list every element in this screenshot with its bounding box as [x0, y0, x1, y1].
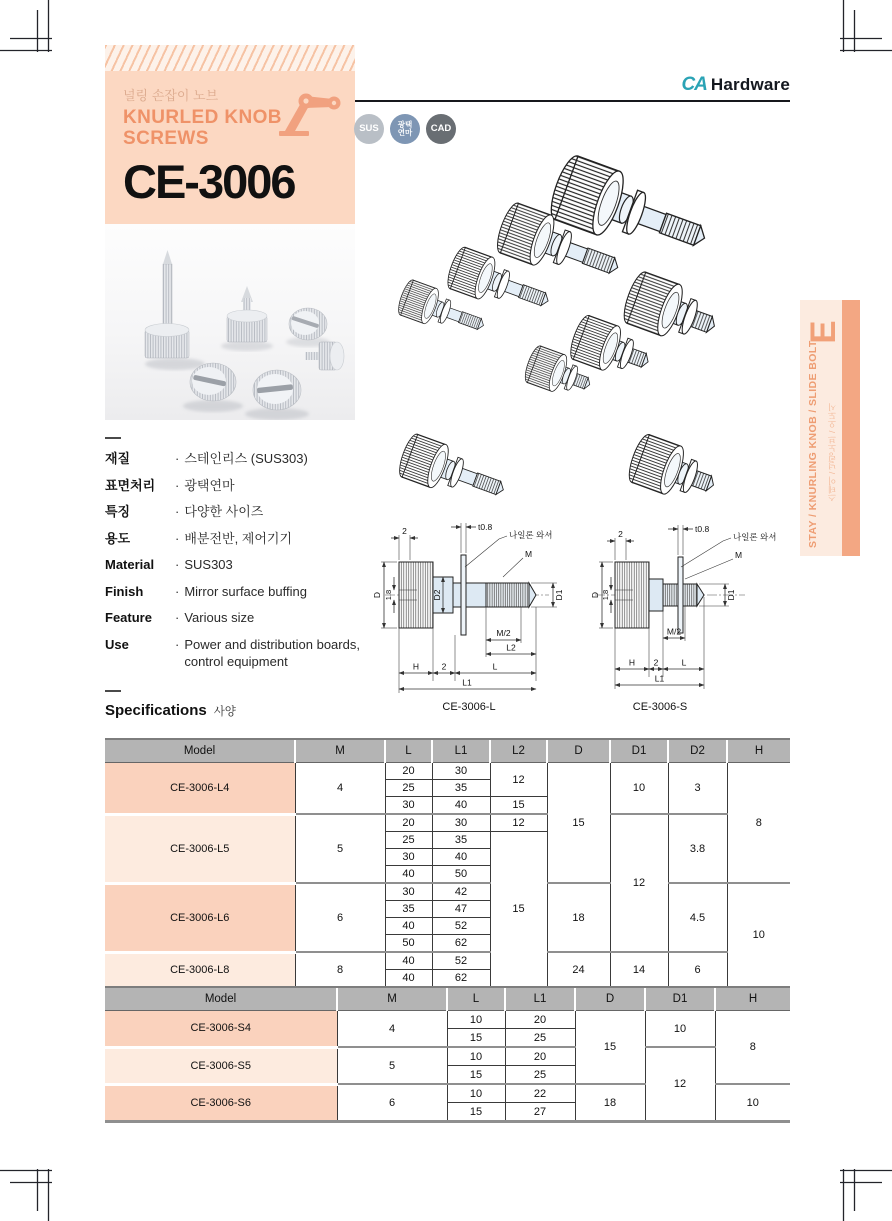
value-cell: 25 [505, 1066, 575, 1085]
value-cell: 12 [645, 1047, 715, 1122]
section-dash [105, 437, 121, 439]
value-cell: 30 [432, 814, 490, 832]
value-cell: 30 [385, 797, 432, 815]
table-row [105, 763, 790, 780]
drawing-l-render [373, 515, 590, 715]
value-cell: 50 [432, 866, 490, 884]
hatch-band [105, 45, 355, 71]
value-cell: 15 [547, 763, 610, 884]
column-header: D [575, 987, 645, 1011]
value-cell: 4 [295, 763, 385, 815]
column-header: D1 [645, 987, 715, 1011]
value-cell: 8 [727, 763, 790, 884]
side-tab-category-en: STAY / KNURLING KNOB / SLIDE BOLT [807, 340, 819, 548]
value-cell: 47 [432, 901, 490, 918]
model-cell: CE-3006-S5 [105, 1047, 337, 1084]
dim-label-mhalf: M/2 [496, 628, 511, 638]
dim-label-d2: D2 [432, 589, 442, 601]
column-header: D1 [610, 739, 668, 763]
value-cell: 30 [385, 849, 432, 866]
table-row [105, 814, 790, 832]
value-cell: 8 [295, 952, 385, 988]
value-cell: 6 [668, 952, 727, 988]
model-cell: CE-3006-S6 [105, 1084, 337, 1122]
spec-ko-row [105, 477, 380, 495]
drawing-s-render [585, 515, 802, 715]
dim-label-2: 2 [402, 526, 407, 536]
model-cell: CE-3006-L8 [105, 952, 295, 988]
spec-en-row [105, 556, 380, 574]
value-cell: 3 [668, 763, 727, 815]
value-cell: 5 [295, 814, 385, 883]
spec-ko-value: 광택연마 [184, 477, 235, 493]
spec-ko-row [105, 530, 380, 548]
drawing-s [585, 515, 802, 720]
value-cell: 5 [337, 1047, 447, 1084]
dim-label-d: D [590, 591, 600, 599]
spec-list-en [105, 556, 380, 680]
value-cell: 8 [715, 1011, 790, 1085]
knob-group-render [380, 148, 792, 516]
brand-mark: CA [681, 74, 707, 95]
value-cell: 20 [385, 763, 432, 780]
column-header: Model [105, 739, 295, 763]
column-header: M [295, 739, 385, 763]
dim-label-washer: 나일론 와셔 [733, 532, 777, 542]
iso-illustration [380, 148, 792, 521]
value-cell: 35 [385, 901, 432, 918]
value-cell: 52 [432, 918, 490, 935]
table-header-row [105, 987, 790, 1011]
dim-label-d: D [373, 591, 382, 599]
value-cell: 3.8 [668, 814, 727, 883]
value-cell: 10 [447, 1047, 505, 1066]
product-model: CE-3006 [123, 154, 295, 208]
brand-name: Hardware [710, 75, 790, 94]
dim-label-t08: t0.8 [695, 524, 710, 534]
dimensions-table-l-type [105, 738, 790, 989]
spec-en-label: Feature [105, 610, 152, 626]
value-cell: 52 [432, 952, 490, 970]
column-header: L2 [490, 739, 547, 763]
side-tab [800, 300, 860, 556]
side-tab-letter: E [804, 320, 843, 344]
value-cell: 40 [432, 849, 490, 866]
section-dash [105, 690, 121, 692]
column-header: L [447, 987, 505, 1011]
spec-en-value: Power and distribution boards, control equipment [184, 636, 360, 670]
spec-ko-row [105, 450, 380, 468]
value-cell: 40 [385, 970, 432, 988]
bullet-dot: · [175, 530, 180, 546]
value-cell: 15 [447, 1066, 505, 1085]
spec-table-l-host [105, 738, 790, 989]
product-photo [105, 224, 355, 420]
product-title-line2: SCREWS [123, 128, 209, 150]
dim-label-slot: 1.8 [601, 589, 610, 601]
dim-label-t08: t0.8 [478, 522, 493, 532]
bullet-dot: · [175, 504, 180, 520]
value-cell: 10 [715, 1084, 790, 1122]
bullet-dot: · [175, 477, 180, 493]
value-cell: 15 [447, 1103, 505, 1122]
dim-label-washer: 나일론 와셔 [509, 530, 553, 540]
spec-ko-label: 표면처리 [105, 477, 156, 493]
brand-logo [400, 74, 790, 96]
model-cell: CE-3006-S4 [105, 1011, 337, 1048]
bullet-dot: · [175, 583, 180, 599]
bullet-dot: · [175, 557, 180, 572]
badge-cad [426, 114, 456, 144]
value-cell: 24 [547, 952, 610, 988]
value-cell: 40 [385, 918, 432, 935]
bullet-dot: · [175, 636, 180, 652]
column-header: H [727, 739, 790, 763]
product-title-line1: KNURLED KNOB [123, 107, 282, 128]
value-cell: 6 [337, 1084, 447, 1122]
badge-cad-label: CAD [430, 123, 452, 135]
model-cell: CE-3006-L4 [105, 763, 295, 815]
specifications-title: Specifications [105, 702, 207, 719]
spec-en-label: Material [105, 557, 155, 572]
dim-label-l1: L1 [462, 677, 472, 688]
column-header: L1 [505, 987, 575, 1011]
column-header: L [385, 739, 432, 763]
specifications-subtitle-ko: 사양 [213, 706, 236, 718]
badge-sus [354, 114, 384, 144]
value-cell: 6 [295, 883, 385, 952]
value-cell: 10 [447, 1011, 505, 1029]
value-cell: 25 [385, 832, 432, 849]
column-header: L1 [432, 739, 490, 763]
column-header: H [715, 987, 790, 1011]
spec-en-label: Use [105, 636, 129, 652]
dim-label-d1: D1 [726, 589, 736, 601]
value-cell: 10 [727, 883, 790, 988]
dim-label-mhalf: M/2 [666, 626, 682, 637]
column-header: M [337, 987, 447, 1011]
value-cell: 40 [385, 866, 432, 884]
side-tab-strip [842, 300, 860, 556]
bullet-dot: · [175, 451, 180, 466]
dim-label-l1: L1 [654, 673, 665, 684]
value-cell: 18 [547, 883, 610, 952]
value-cell: 10 [447, 1084, 505, 1103]
spec-ko-value: 배분전반, 제어기기 [184, 530, 293, 546]
value-cell: 35 [432, 832, 490, 849]
value-cell: 40 [385, 952, 432, 970]
spec-list-ko [105, 450, 380, 556]
dim-label-h: H [412, 661, 420, 672]
dim-label-m: M [735, 550, 743, 560]
value-cell: 62 [432, 970, 490, 988]
value-cell: 15 [447, 1029, 505, 1048]
drawing-s-caption: CE-3006-S [632, 701, 688, 713]
value-cell: 12 [490, 814, 547, 832]
value-cell: 50 [385, 935, 432, 953]
dim-label-m: M [525, 549, 533, 559]
value-cell: 62 [432, 935, 490, 953]
value-cell: 12 [490, 763, 547, 797]
column-header: D2 [668, 739, 727, 763]
value-cell: 20 [505, 1047, 575, 1066]
model-cell: CE-3006-L5 [105, 814, 295, 883]
value-cell: 30 [385, 883, 432, 901]
title-block [105, 45, 355, 225]
column-header: Model [105, 987, 337, 1011]
spec-ko-row [105, 503, 380, 521]
spec-en-value: SUS303 [184, 557, 233, 572]
side-tab-category-ko: 스테이 / 널링노브 / 오도시 [827, 402, 837, 502]
spec-ko-value: 스테인리스 (SUS303) [184, 451, 308, 466]
table-row [105, 952, 790, 970]
value-cell: 20 [385, 814, 432, 832]
dim-label-gap2: 2 [653, 657, 659, 668]
table-row [105, 1047, 790, 1066]
title-block-body [105, 71, 355, 225]
value-cell: 27 [505, 1103, 575, 1122]
value-cell: 15 [490, 797, 547, 815]
dim-label-l2: L2 [506, 642, 516, 653]
value-cell: 15 [575, 1011, 645, 1085]
bullet-dot: · [175, 610, 180, 626]
value-cell: 4 [337, 1011, 447, 1048]
dim-label-slot: 1.8 [384, 589, 393, 601]
spec-en-value: Various size [184, 610, 255, 626]
spec-en-row [105, 583, 380, 601]
value-cell: 18 [575, 1084, 645, 1122]
dimensions-table-s-type [105, 986, 790, 1123]
dim-label-2: 2 [618, 529, 623, 539]
dim-label-d1: D1 [554, 589, 564, 601]
dim-label-l: L [492, 661, 498, 672]
value-cell: 42 [432, 883, 490, 901]
badge-polish [390, 114, 420, 144]
spec-en-value: Mirror surface buffing [184, 583, 307, 599]
dim-label-h: H [628, 657, 636, 668]
spec-table-s-host [105, 986, 790, 1123]
value-cell: 10 [645, 1011, 715, 1048]
value-cell: 25 [385, 780, 432, 797]
spec-en-row [105, 609, 380, 627]
badge-group [354, 114, 456, 144]
specifications-heading [105, 702, 236, 720]
value-cell: 40 [432, 797, 490, 815]
value-cell: 22 [505, 1084, 575, 1103]
badge-polish-line1: 광택 [397, 120, 413, 130]
value-cell: 14 [610, 952, 668, 988]
badge-sus-label: SUS [359, 123, 379, 135]
spec-ko-value: 다양한 사이즈 [184, 504, 264, 520]
dim-label-l: L [681, 657, 687, 668]
spec-ko-label: 용도 [105, 530, 131, 546]
spec-en-row [105, 636, 380, 671]
product-photo-render [105, 224, 355, 420]
value-cell: 25 [505, 1029, 575, 1048]
value-cell: 30 [432, 763, 490, 780]
spec-ko-label: 재질 [105, 451, 131, 466]
spec-en-label: Finish [105, 583, 144, 599]
stay-arm-icon [271, 87, 343, 139]
table-header-row [105, 739, 790, 763]
value-cell: 4.5 [668, 883, 727, 952]
product-subtitle-ko: 널링 손잡이 노브 [123, 88, 219, 103]
value-cell: 12 [610, 814, 668, 952]
value-cell: 35 [432, 780, 490, 797]
value-cell: 20 [505, 1011, 575, 1029]
badge-polish-line2: 연마 [397, 128, 413, 137]
spec-ko-label: 특징 [105, 504, 131, 520]
drawing-l-caption: CE-3006-L [442, 701, 496, 713]
value-cell: 10 [610, 763, 668, 815]
drawing-l [373, 515, 590, 720]
model-cell: CE-3006-L6 [105, 883, 295, 952]
table-row [105, 1011, 790, 1029]
value-cell: 15 [490, 832, 547, 988]
column-header: D [547, 739, 610, 763]
dim-label-gap2: 2 [441, 661, 447, 672]
table-row [105, 883, 790, 901]
